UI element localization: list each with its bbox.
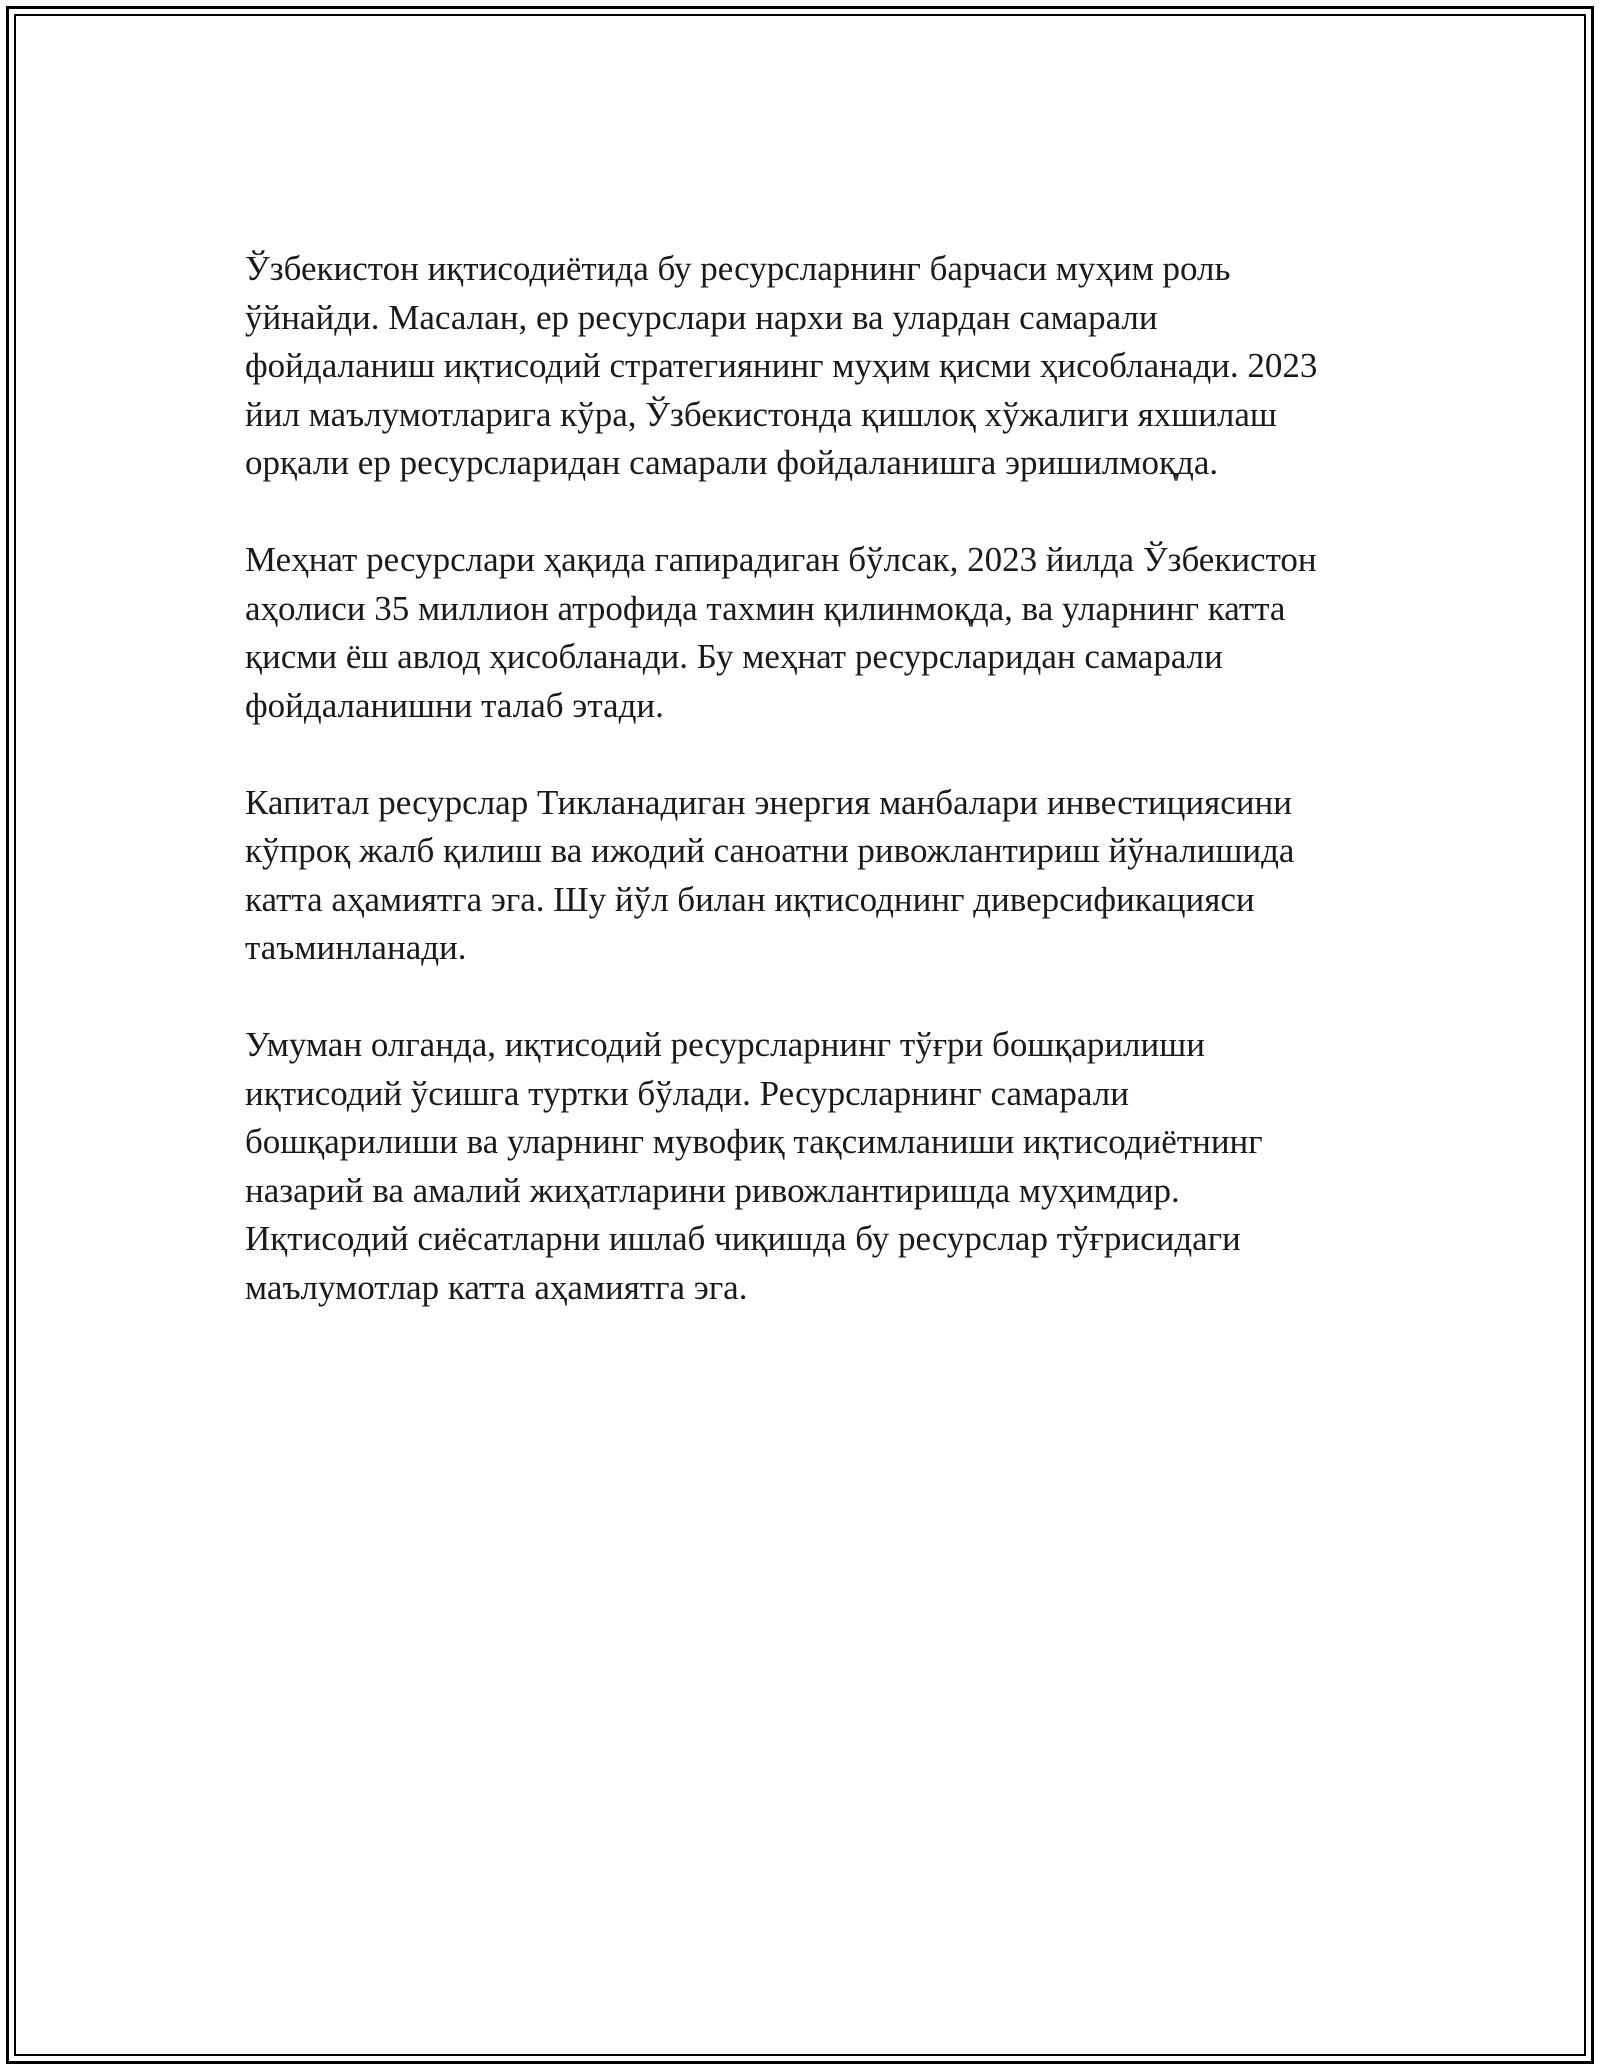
paragraph-conclusion: Умуман олганда, иқтисодий ресурсларнинг тўғри бошқарилиши иқтисодий ўсишга туртки бўлади. Ресурсларнинг самарали бошқарилиши ва уларнинг мувофиқ тақсимланиши иқтисодиётнинг назарий ва амалий жиҳатларини ривожлантиришда муҳимдир. Иқтисодий сиёсатларни ишлаб чиқишда бу ресурслар тўғрисидаги маълумотлар катта аҳамиятга эга. bbox=[245, 1025, 1263, 1307]
paragraph-land-resources: Ўзбекистон иқтисодиётида бу ресурсларнинг барчаси муҳим роль ўйнайди. Масалан, ер ресурслари нархи ва улардан самарали фойдаланиш иқтисодий стратегиянинг муҳим қисми ҳисобланади. 2023 йил маълумотларига кўра, Ўзбекистонда қишлоқ хўжалиги яхшилаш орқали ер ресурсларидан самарали фойдаланишга эришилмоқда. bbox=[245, 249, 1318, 482]
page-border bbox=[6, 6, 1594, 2064]
document-body bbox=[245, 245, 1425, 1312]
paragraph-labor-resources: Меҳнат ресурслари ҳақида гапирадиган бўлсак, 2023 йилда Ўзбекистон аҳолиси 35 миллион атрофида тахмин қилинмоқда, ва уларнинг катта қисми ёш авлод ҳисобланади. Бу меҳнат ресурсларидан самарали фойдаланишни талаб этади. bbox=[245, 540, 1317, 725]
paragraph-capital-resources: Капитал ресурслар Тикланадиган энергия манбалари инвестициясини кўпроқ жалб қилиш ва ижодий саноатни ривожлантириш йўналишида катта аҳамиятга эга. Шу йўл билан иқтисоднинг диверсификацияси таъминланади. bbox=[245, 782, 1295, 967]
